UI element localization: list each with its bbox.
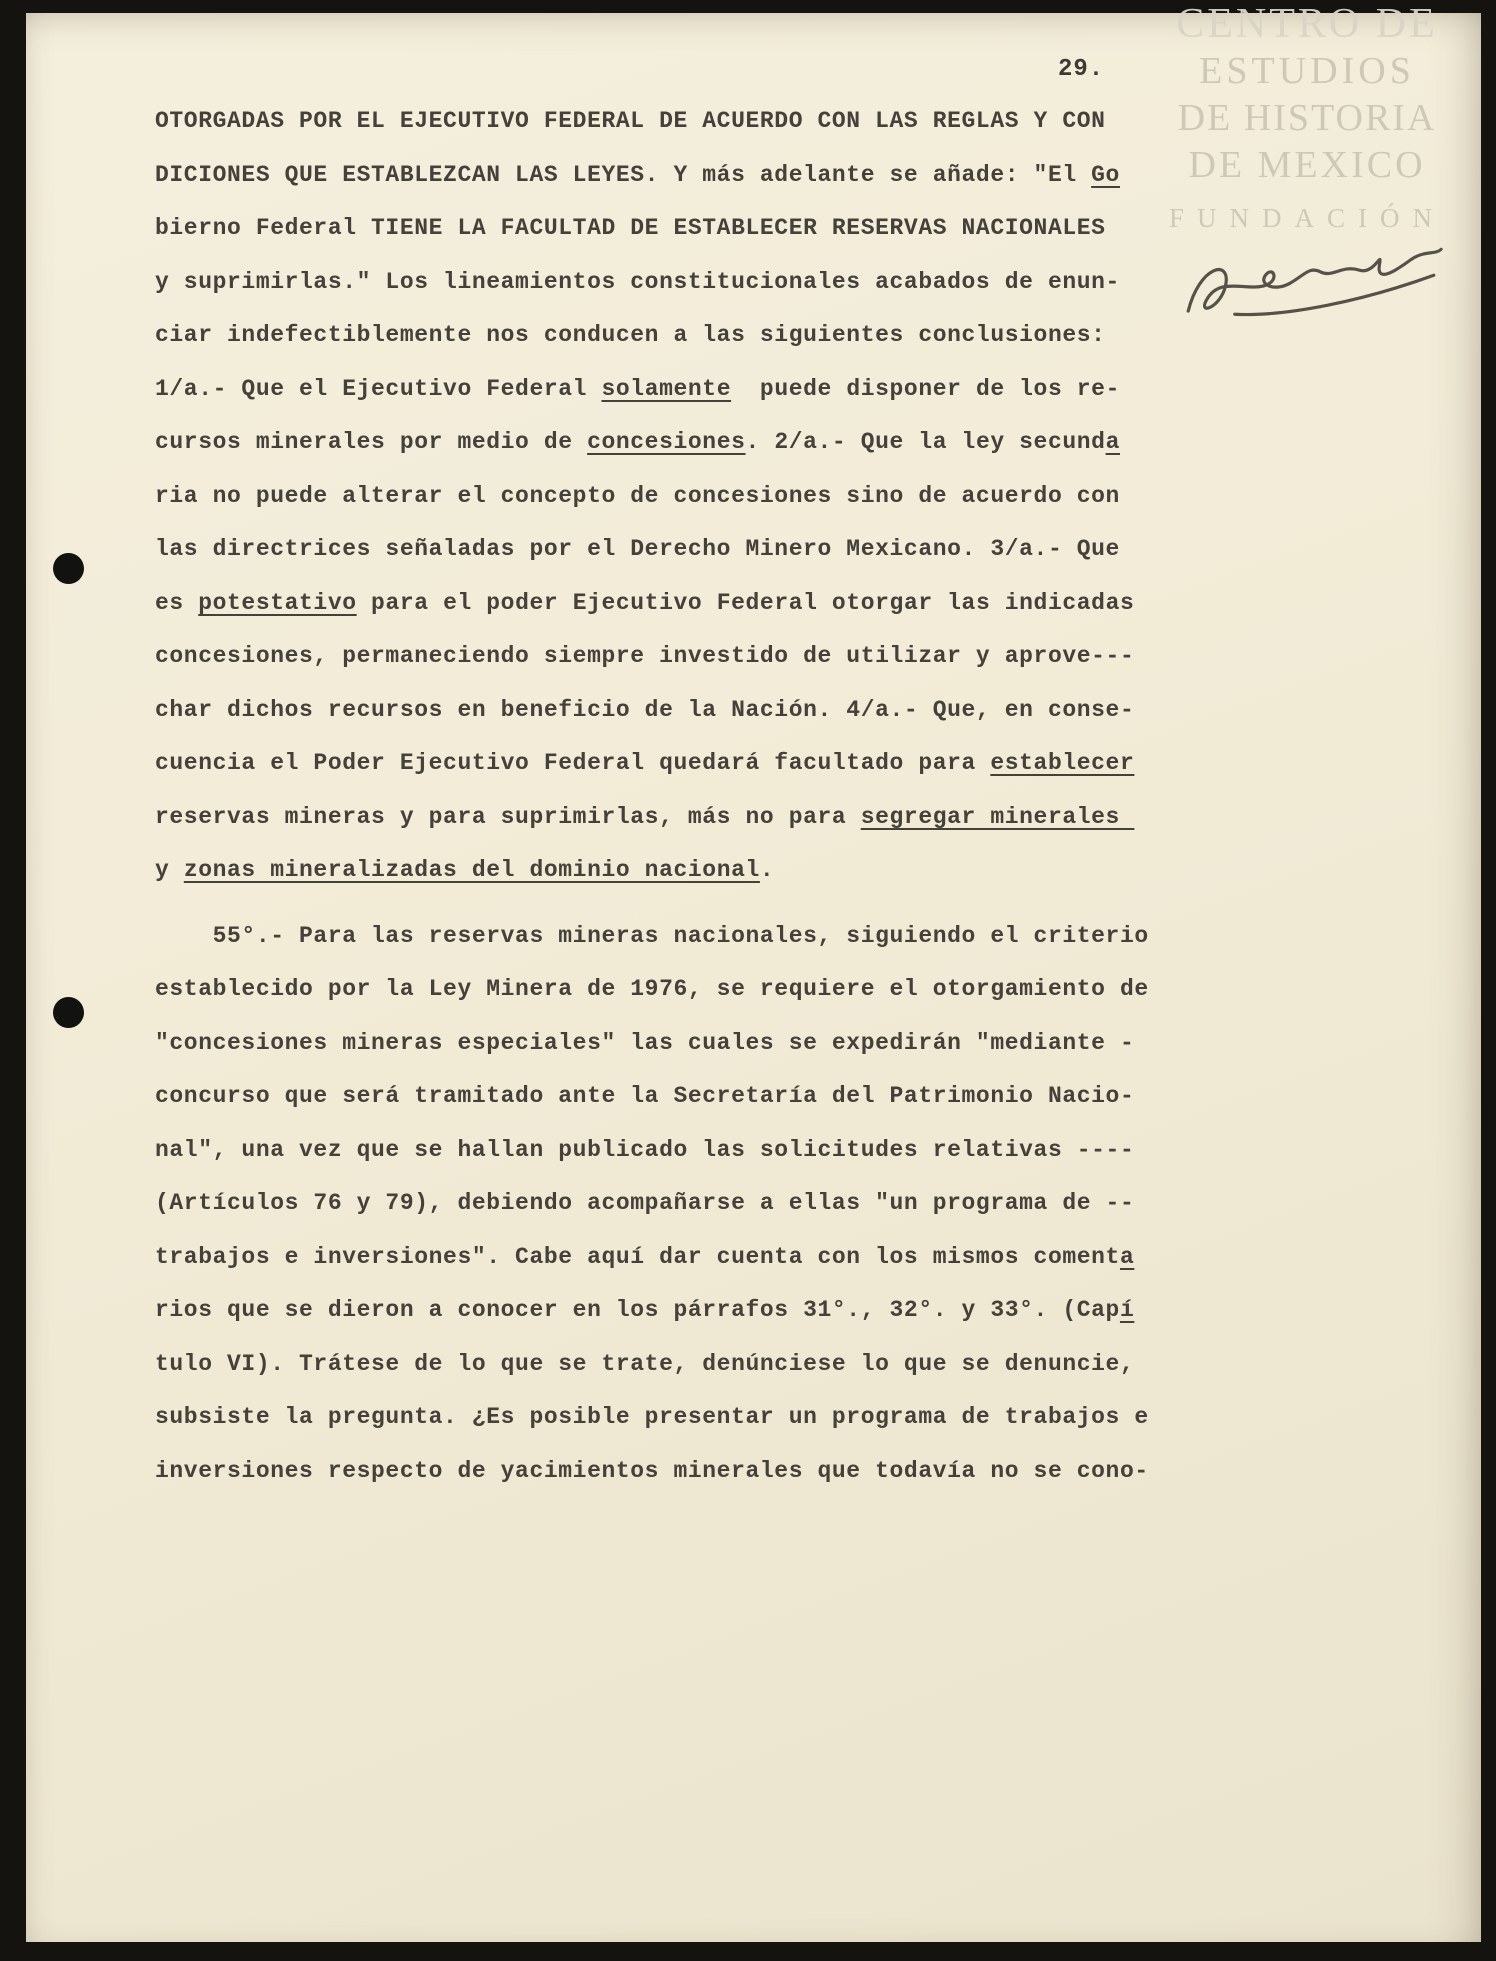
text-line xyxy=(155,416,1149,470)
text-segment: concesiones, permaneciendo siempre investido de utilizar y aprove--- xyxy=(155,643,1135,669)
text-line xyxy=(155,963,1149,1017)
text-line xyxy=(155,737,1149,791)
page-number: 29. xyxy=(1058,56,1105,83)
watermark-line: DE HISTORIA xyxy=(1177,97,1437,139)
text-line xyxy=(155,1070,1149,1124)
text-segment: reservas mineras y para suprimirlas, más no para xyxy=(155,803,861,830)
watermark-line: DE MEXICO xyxy=(1188,144,1426,186)
document-text xyxy=(155,95,1149,1498)
text-segment: inversiones respecto de yacimientos minerales que todavía no se cono- xyxy=(155,1457,1149,1484)
paragraph xyxy=(155,95,1149,898)
text-line xyxy=(155,577,1149,631)
text-line xyxy=(155,309,1149,363)
text-line xyxy=(155,1177,1149,1231)
text-line xyxy=(155,523,1149,577)
underlined-text: concesiones xyxy=(587,429,746,455)
text-segment: y suprimirlas." Los lineamientos constitucionales acabados de enun- xyxy=(155,268,1120,295)
text-segment: char dichos recursos en beneficio de la Nación. 4/a.- Que, en conse- xyxy=(155,696,1135,723)
text-segment: "concesiones mineras especiales" las cuales se expedirán "mediante - xyxy=(155,1029,1135,1056)
text-segment: rios que se dieron a conocer en los párrafos 31°., 32°. y 33°. (Cap xyxy=(155,1297,1120,1323)
text-segment: concurso que será tramitado ante la Secretaría del Patrimonio Nacio- xyxy=(155,1083,1135,1109)
text-line xyxy=(155,95,1149,149)
text-segment: bierno Federal TIENE LA FACULTAD DE ESTABLECER RESERVAS NACIONALES xyxy=(155,215,1106,241)
text-segment: y xyxy=(155,857,184,883)
text-segment: . xyxy=(759,857,775,883)
underlined-text: establecer xyxy=(990,750,1135,776)
text-line xyxy=(155,1017,1149,1071)
text-segment: las directrices señaladas por el Derecho Minero Mexicano. 3/a.- Que xyxy=(155,536,1120,562)
text-segment: ria no puede alterar el concepto de concesiones sino de acuerdo con xyxy=(155,482,1120,509)
text-segment: establecido por la Ley Minera de 1976, se requiere el otorgamiento de xyxy=(155,976,1149,1002)
underlined-text: segregar minerales xyxy=(860,803,1135,830)
text-line xyxy=(155,1338,1149,1392)
text-line xyxy=(155,1124,1149,1178)
text-line xyxy=(155,363,1149,417)
archive-watermark xyxy=(1152,0,1462,241)
text-line xyxy=(155,1231,1149,1285)
underlined-text: a xyxy=(1119,1243,1135,1270)
text-segment: OTORGADAS POR EL EJECUTIVO FEDERAL DE ACUERDO CON LAS REGLAS Y CON xyxy=(155,108,1106,134)
text-segment: (Artículos 76 y 79), debiendo acompañarse a ellas "un programa de -- xyxy=(155,1190,1135,1216)
hole-punch-top-icon xyxy=(53,553,84,584)
text-line xyxy=(155,910,1149,964)
text-segment: tulo VI). Trátese de lo que se trate, denúnciese lo que se denuncie, xyxy=(155,1350,1135,1377)
text-line xyxy=(155,791,1149,845)
text-line xyxy=(155,1445,1149,1499)
text-segment: es xyxy=(155,589,199,616)
text-segment: trabajos e inversiones". Cabe aquí dar cuenta con los mismos coment xyxy=(155,1243,1120,1270)
text-line xyxy=(155,1391,1149,1445)
underlined-text: a xyxy=(1105,429,1120,455)
text-line xyxy=(155,470,1149,524)
text-line xyxy=(155,202,1149,256)
watermark-line: FUNDACIÓN xyxy=(1168,203,1445,233)
text-segment: ciar indefectiblemente nos conducen a las siguientes conclusiones: xyxy=(155,322,1106,348)
text-segment: 1/a.- Que el Ejecutivo Federal xyxy=(155,375,602,402)
underlined-text: solamente xyxy=(601,375,732,402)
text-segment: cuencia el Poder Ejecutivo Federal quedará facultado para xyxy=(155,750,991,776)
text-line xyxy=(155,256,1149,310)
text-segment: DICIONES QUE ESTABLEZCAN LAS LEYES. Y más adelante se añade: "El xyxy=(155,161,1092,188)
hole-punch-bottom-icon xyxy=(53,997,84,1028)
underlined-text: Go xyxy=(1091,161,1120,188)
text-line xyxy=(155,149,1149,203)
watermark-line: ESTUDIOS xyxy=(1199,50,1415,92)
underlined-text: zonas mineralizadas del dominio nacional xyxy=(183,857,760,883)
text-segment: nal", una vez que se hallan publicado las solicitudes relativas ---- xyxy=(155,1136,1135,1163)
paragraph xyxy=(155,910,1149,1499)
text-segment: cursos minerales por medio de xyxy=(155,429,588,455)
text-line xyxy=(155,844,1149,898)
underlined-text: í xyxy=(1119,1297,1135,1323)
text-segment: . 2/a.- Que la ley secund xyxy=(745,429,1106,455)
watermark-line: CENTRO DE xyxy=(1176,1,1438,47)
text-segment: para el poder Ejecutivo Federal otorgar las indicadas xyxy=(356,589,1135,616)
text-line xyxy=(155,630,1149,684)
text-segment: subsiste la pregunta. ¿Es posible presentar un programa de trabajos e xyxy=(155,1404,1149,1430)
text-segment: 55°.- Para las reservas mineras nacionales, siguiendo el criterio xyxy=(155,922,1149,949)
text-segment: puede disponer de los re- xyxy=(731,375,1120,402)
text-line xyxy=(155,1284,1149,1338)
text-line xyxy=(155,684,1149,738)
underlined-text: potestativo xyxy=(198,589,357,616)
